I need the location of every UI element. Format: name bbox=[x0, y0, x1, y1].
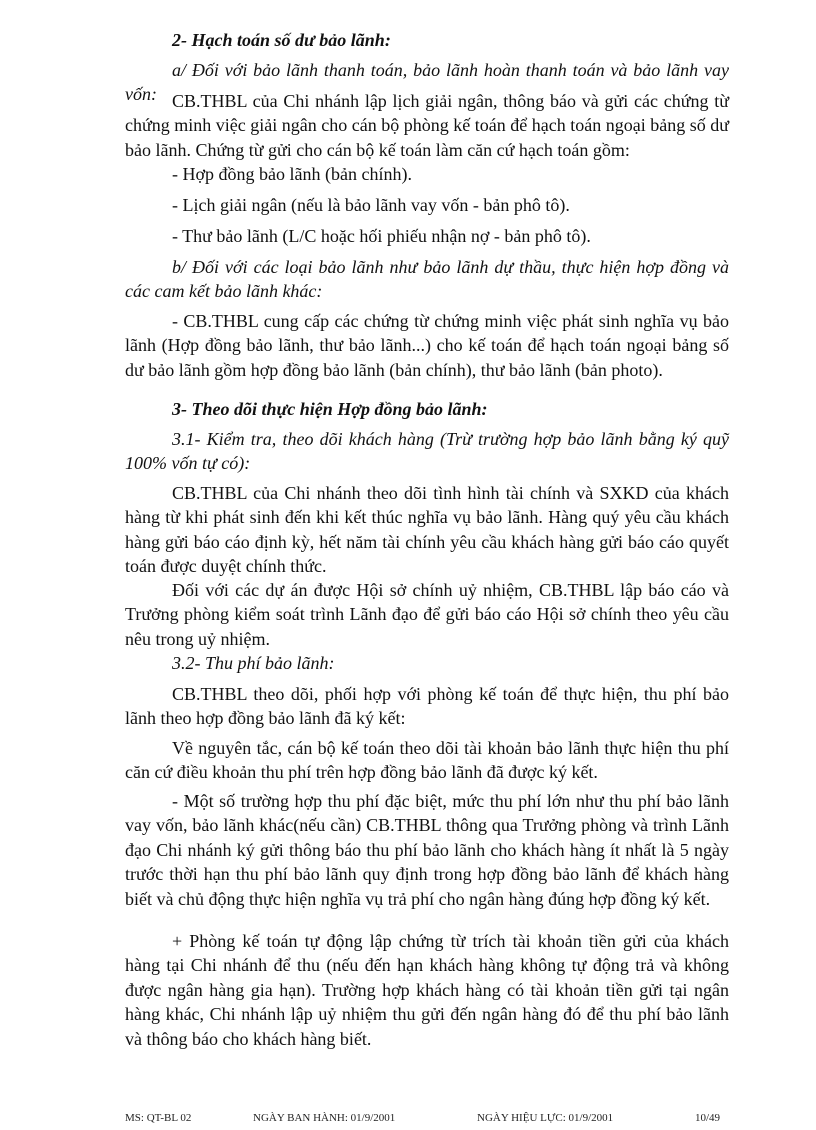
section-2a-paragraph: CB.THBL của Chi nhánh lập lịch giải ngân, thông báo và gửi các chứng từ chứng minh việc giải ngân cho cán bộ phòng kế toán để hạch toán ngoại bảng số dư bảo lãnh. Chứng từ gửi cho cán bộ kế toán làm căn cứ hạch toán gồm: bbox=[125, 91, 729, 160]
section-3-1-subheading: 3.1- Kiểm tra, theo dõi khách hàng (Trừ trường hợp bảo lãnh bằng ký quỹ 100% vốn tự có): bbox=[125, 429, 729, 474]
section-2b-subheading: b/ Đối với các loại bảo lãnh như bảo lãnh dự thầu, thực hiện hợp đồng và các cam kết bảo lãnh khác: bbox=[125, 257, 729, 302]
section-3-1-paragraph-1: CB.THBL của Chi nhánh theo dõi tình hình tài chính và SXKD của khách hàng từ khi phát sinh đến khi kết thúc nghĩa vụ bảo lãnh. Hàng quý yêu cầu khách hàng gửi báo cáo định kỳ, hết năm tài chính yêu cầu khách hàng gửi báo cáo quyết toán được duyệt chính thức. bbox=[125, 483, 729, 577]
section-2b-paragraph: - CB.THBL cung cấp các chứng từ chứng minh việc phát sinh nghĩa vụ bảo lãnh (Hợp đồng bảo lãnh, thư bảo lãnh...) cho kế toán để hạch toán ngoại bảng số dư bảo lãnh gồm hợp đồng bảo lãnh (bản chính), thư bảo lãnh (bản photo). bbox=[125, 311, 729, 380]
document-list-item-letter: - Thư bảo lãnh (L/C hoặc hối phiếu nhận nợ - bản phô tô). bbox=[172, 226, 591, 246]
section-3-heading: 3- Theo dõi thực hiện Hợp đồng bảo lãnh: bbox=[172, 399, 488, 419]
footer-issue-date: NGÀY BAN HÀNH: 01/9/2001 bbox=[253, 1112, 396, 1124]
section-2-heading: 2- Hạch toán số dư bảo lãnh: bbox=[172, 30, 391, 50]
section-3-2-paragraph-1: CB.THBL theo dõi, phối hợp với phòng kế toán để thực hiện, thu phí bảo lãnh theo hợp đồng bảo lãnh đã ký kết: bbox=[125, 684, 729, 729]
footer-effective-date: NGÀY HIỆU LỰC: 01/9/2001 bbox=[477, 1112, 614, 1124]
document-list-item-schedule: - Lịch giải ngân (nếu là bảo lãnh vay vốn - bản phô tô). bbox=[172, 195, 570, 215]
section-3-2-subheading: 3.2- Thu phí bảo lãnh: bbox=[172, 653, 335, 673]
section-3-1-paragraph-2: Đối với các dự án được Hội sở chính uỷ nhiệm, CB.THBL lập báo cáo và Trưởng phòng kiểm soát trình Lãnh đạo để gửi báo cáo Hội sở chính theo yêu cầu nêu trong uỷ nhiệm. bbox=[125, 580, 729, 649]
footer-page-number: 10/49 bbox=[695, 1112, 721, 1124]
page-footer bbox=[125, 1112, 729, 1130]
document-list-item-contract: - Hợp đồng bảo lãnh (bản chính). bbox=[172, 164, 412, 184]
footer-doc-code: MS: QT-BL 02 bbox=[125, 1112, 192, 1124]
section-3-2-paragraph-4: + Phòng kế toán tự động lập chứng từ trích tài khoản tiền gửi của khách hàng tại Chi nhánh để thu (nếu đến hạn khách hàng không tự động trả và không được ngân hàng gia hạn). Trường hợp khách hàng có tài khoản tiền gửi tại ngân hàng khác, Chi nhánh lập uỷ nhiệm thu gửi đến ngân hàng đó để thu phí bảo lãnh và thông báo cho khách hàng biết. bbox=[125, 931, 729, 1049]
section-2a-subheading: a/ Đối với bảo lãnh thanh toán, bảo lãnh hoàn thanh toán và bảo lãnh vay vốn: bbox=[125, 60, 729, 105]
section-3-2-paragraph-3: - Một số trường hợp thu phí đặc biệt, mức thu phí lớn như thu phí bảo lãnh vay vốn, bảo lãnh khác(nếu cần) CB.THBL thông qua Trưởng phòng và trình Lãnh đạo Chi nhánh ký gửi thông báo thu phí bảo lãnh cho khách hàng ít nhất là 5 ngày trước thời hạn thu phí bảo lãnh quy định trong hợp đồng bảo lãnh để khách hàng biết và chủ động thực hiện nghĩa vụ trả phí cho ngân hàng đúng hợp đồng ký kết. bbox=[125, 791, 729, 909]
section-3-2-paragraph-2: Về nguyên tắc, cán bộ kế toán theo dõi tài khoản bảo lãnh thực hiện thu phí căn cứ điều khoản thu phí trên hợp đồng bảo lãnh đã được ký kết. bbox=[125, 738, 729, 783]
